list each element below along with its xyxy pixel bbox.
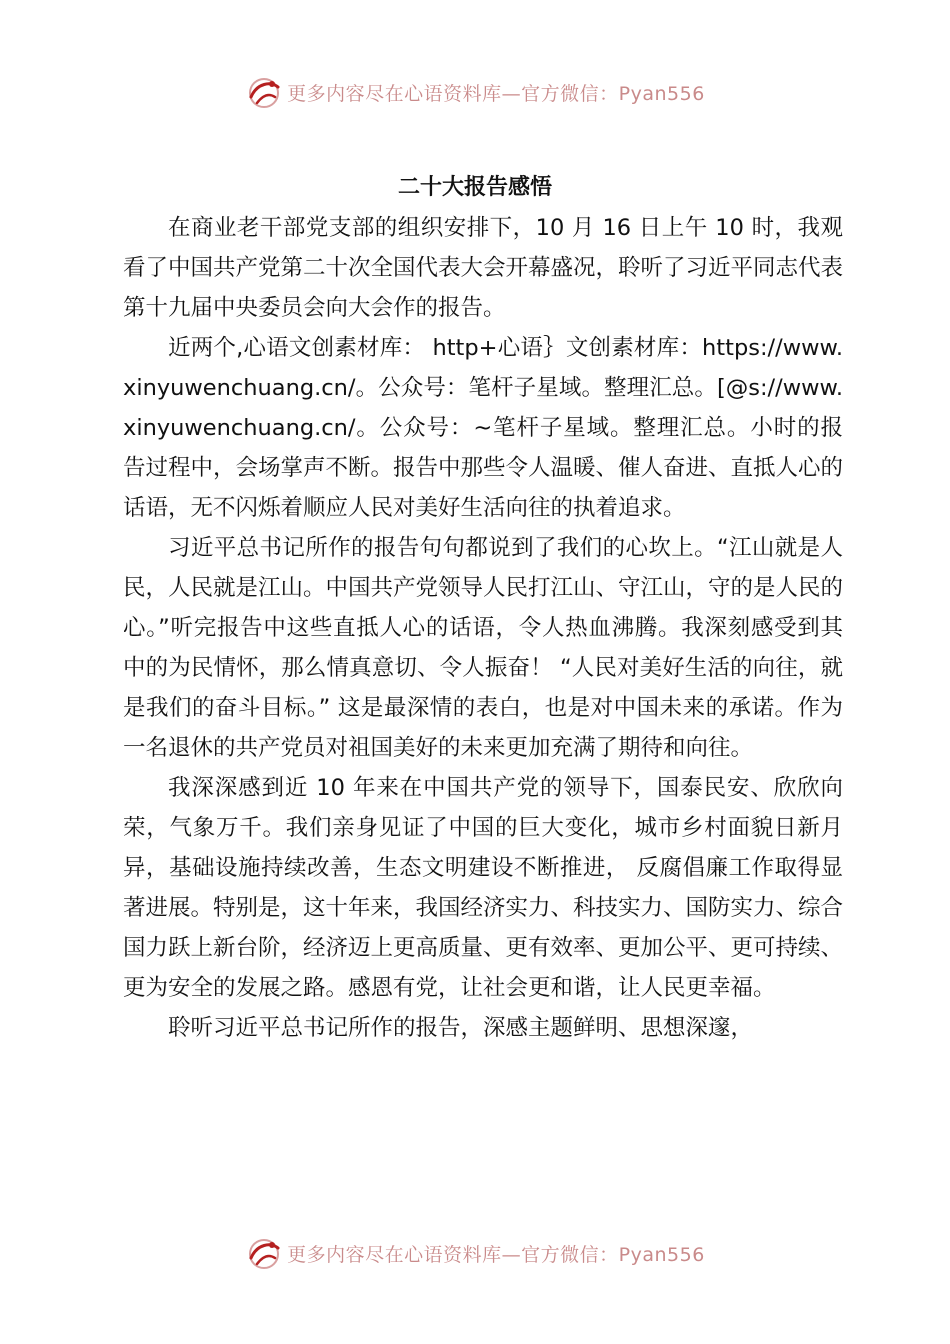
banner-text xyxy=(287,1240,705,1267)
xinyu-logo-icon xyxy=(245,1234,283,1272)
paragraph: 在商业老干部党支部的组织安排下，10 月 16 日上午 10 时，我观看了中国共产党第二十次全国代表大会开幕盛况，聆听了习近平同志代表第十九届中央委员会向大会作的报告。 xyxy=(123,215,844,321)
xinyu-logo-icon xyxy=(245,73,283,111)
banner-wechat-id: Pyan556 xyxy=(618,1243,705,1266)
paragraph: 近两个,心语文创素材库： http+心语｝文创素材库：https://www.xinyuwenchuang.cn/。公众号：笔杆子星域。整理汇总。[@s://www.xinyuwenchuang.cn/。公众号：~笔杆子星域。整理汇总。小时的报告过程中，会场掌声不断。报告中那些令人温暖、催人奋进、直抵人心的话语，无不闪烁着顺应人民对美好生活向往的执着追求。 xyxy=(123,335,844,521)
banner-text xyxy=(287,79,705,106)
page-title: 二十大报告感悟 xyxy=(397,175,552,200)
header-watermark-banner xyxy=(0,70,950,114)
paragraph: 聆听习近平总书记所作的报告，深感主题鲜明、思想深邃， xyxy=(168,1015,754,1041)
document-body xyxy=(123,208,843,1048)
paragraph: 习近平总书记所作的报告句句都说到了我们的心坎上。“江山就是人民，人民就是江山。中国共产党领导人民打江山、守江山，守的是人民的心。”听完报告中这些直抵人心的话语，令人热血沸腾。我深刻感受到其中的为民情怀，那么情真意切、令人振奋！ “人民对美好生活的向往，就是我们的奋斗目标。” 这是最深情的表白，也是对中国未来的承诺。作为一名退休的共产党员对祖国美好的未来更加充满了期待和向往。 xyxy=(123,535,844,761)
banner-label: 更多内容尽在心语资料库—官方微信： xyxy=(287,82,619,105)
paragraph: 我深深感到近 10 年来在中国共产党的领导下，国泰民安、欣欣向荣，气象万千。我们亲身见证了中国的巨大变化，城市乡村面貌日新月异，基础设施持续改善，生态文明建设不断推进， 反腐倡廉工作取得显著进展。特别是，这十年来，我国经济实力、科技实力、国防实力、综合国力跃上新台阶，经济迈上更高质量、更有效率、更加公平、更可持续、更为安全的发展之路。感恩有党，让社会更和谐，让人民更幸福。 xyxy=(123,775,844,1001)
banner-label: 更多内容尽在心语资料库—官方微信： xyxy=(287,1243,619,1266)
banner-wechat-id: Pyan556 xyxy=(618,82,705,105)
footer-watermark-banner xyxy=(0,1231,950,1275)
